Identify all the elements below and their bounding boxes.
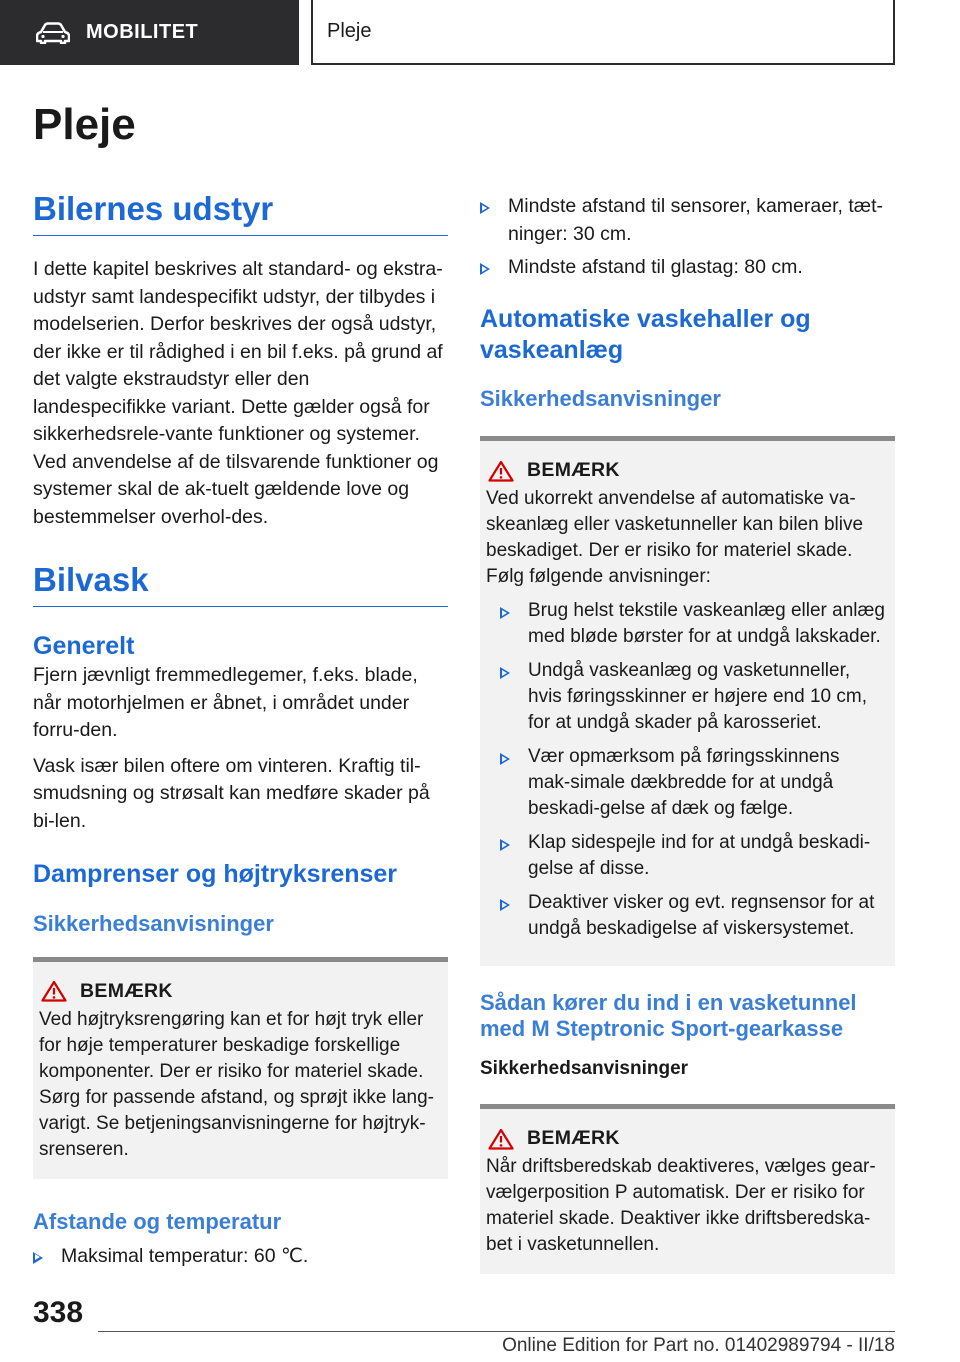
distance-heading: Afstande og temperatur: [33, 1208, 282, 1234]
notice-label: BEMÆRK: [527, 1127, 620, 1149]
warning-triangle-icon: [488, 460, 514, 482]
list-item: Klap sidespejle ind for at undgå beskadi-gelse af disse.: [500, 830, 885, 882]
notice-box: [480, 436, 895, 966]
list-item: Deaktiver visker og evt. regnsensor for at undgå beskadigelse af viskersystemet.: [500, 890, 885, 942]
safety-heading: Sikkerhedsanvisninger: [33, 910, 274, 936]
triangle-bullet-icon: [33, 1252, 43, 1264]
triangle-bullet-icon: [500, 667, 510, 679]
general-paragraph-2: Vask især bilen oftere om vinteren. Kraftig til-smudsning og strøsalt kan medføre skader på bi-len.: [33, 754, 430, 832]
chapter-tab[interactable]: [0, 0, 299, 65]
subsection-tunnel: Sådan kører du ind i en vasketunnel med M Steptronic Sport-gearkasse: [480, 990, 857, 1041]
notice-text: Ved højtryksrengøring kan et for højt tryk eller for høje temperaturer beskadige forskellige komponenter. Der er risiko for materiel skade. Sørg for passende afstand, og sprøjt ikke lang-varigt. Se betjeningsanvisningerne for højtryk-srenseren.: [39, 1008, 434, 1160]
distance-list-continued: [480, 193, 895, 282]
chapter-tab-label: MOBILITET: [86, 21, 199, 43]
notice-text: Ved ukorrekt anvendelse af automatiske va-skeanlæg eller vasketunneller kan bilen blive beskadiget. Der er risiko for materiel skade. Følg følgende anvisninger:: [486, 488, 864, 587]
list-item: Brug helst tekstile vaskeanlæg eller anlæg med bløde børster for at undgå lakskader.: [500, 598, 885, 650]
breadcrumb-label: Pleje: [327, 20, 372, 42]
notice-label: BEMÆRK: [80, 979, 173, 1002]
notice-box: [480, 1104, 895, 1274]
triangle-bullet-icon: [500, 607, 510, 619]
subsection-general: Generelt: [33, 632, 135, 660]
right-column: [480, 193, 895, 1274]
safety-heading: Sikkerhedsanvisninger: [480, 386, 721, 411]
footer-divider: [98, 1331, 895, 1332]
triangle-bullet-icon: [500, 839, 510, 851]
warning-triangle-icon: [488, 1128, 514, 1150]
breadcrumb[interactable]: [311, 0, 895, 65]
triangle-bullet-icon: [500, 899, 510, 911]
equipment-body: I dette kapitel beskrives alt standard- og ekstra-udstyr samt landespecifikt udstyr, der tilbydes i modelserien. Derfor beskrives der også udstyr, der ikke er til rådighed i en bil f.eks. på grund af det valgte ekstraudstyr eller den landespecifikke variant. Dette gælder også for sikkerhedsrele-vante funktioner og systemer. Ved anvendelse af de tilsvarende funktioner og systemer skal de ak-tuelt gældende love og bestemmelser overhol-des.: [33, 258, 443, 528]
notice-box: [33, 957, 448, 1179]
section-title-carwash: Bilvask: [33, 561, 448, 607]
list-item: Mindste afstand til glastag: 80 cm.: [480, 254, 895, 282]
car-icon: [36, 22, 70, 44]
triangle-bullet-icon: [500, 753, 510, 765]
general-paragraph-1: Fjern jævnligt fremmedlegemer, f.eks. blade, når motorhjelmen er åbnet, i området under forru-den.: [33, 664, 418, 742]
page-title: Pleje: [33, 100, 136, 149]
distance-list: [33, 1243, 448, 1271]
list-item: Undgå vaskeanlæg og vasketunneller, hvis føringsskinner er højere end 10 cm, for at undgå skader på karosseriet.: [500, 658, 885, 736]
notice-label: BEMÆRK: [527, 459, 620, 481]
list-item: Vær opmærksom på føringsskinnens mak-simale dækbredde for at undgå beskadi-gelse af dæk og fælge.: [500, 744, 885, 822]
page-number: 338: [33, 1296, 84, 1329]
triangle-bullet-icon: [480, 202, 490, 214]
left-column: [33, 190, 448, 1276]
subsection-steam-cleaner: Damprenser og højtryksrenser: [33, 860, 398, 889]
safety-heading: Sikkerhedsanvisninger: [480, 1058, 689, 1079]
triangle-bullet-icon: [480, 263, 490, 275]
section-title-equipment: Bilernes udstyr: [33, 190, 448, 236]
list-item: Mindste afstand til sensorer, kameraer, tæt-ninger: 30 cm.: [480, 193, 895, 248]
list-item: Maksimal temperatur: 60 ℃.: [33, 1243, 448, 1271]
footer-edition: Online Edition for Part no. 01402989794 - II/18: [502, 1335, 895, 1356]
subsection-automatic-wash: Automatiske vaskehaller og vaskeanlæg: [480, 304, 811, 364]
notice-list: [486, 598, 885, 942]
notice-text: Når driftsberedskab deaktiveres, vælges gear-vælgerposition P automatisk. Der er risiko for materiel skade. Deaktiver ikke driftsberedska-bet i vasketunnellen.: [486, 1156, 876, 1255]
warning-triangle-icon: [41, 980, 67, 1002]
